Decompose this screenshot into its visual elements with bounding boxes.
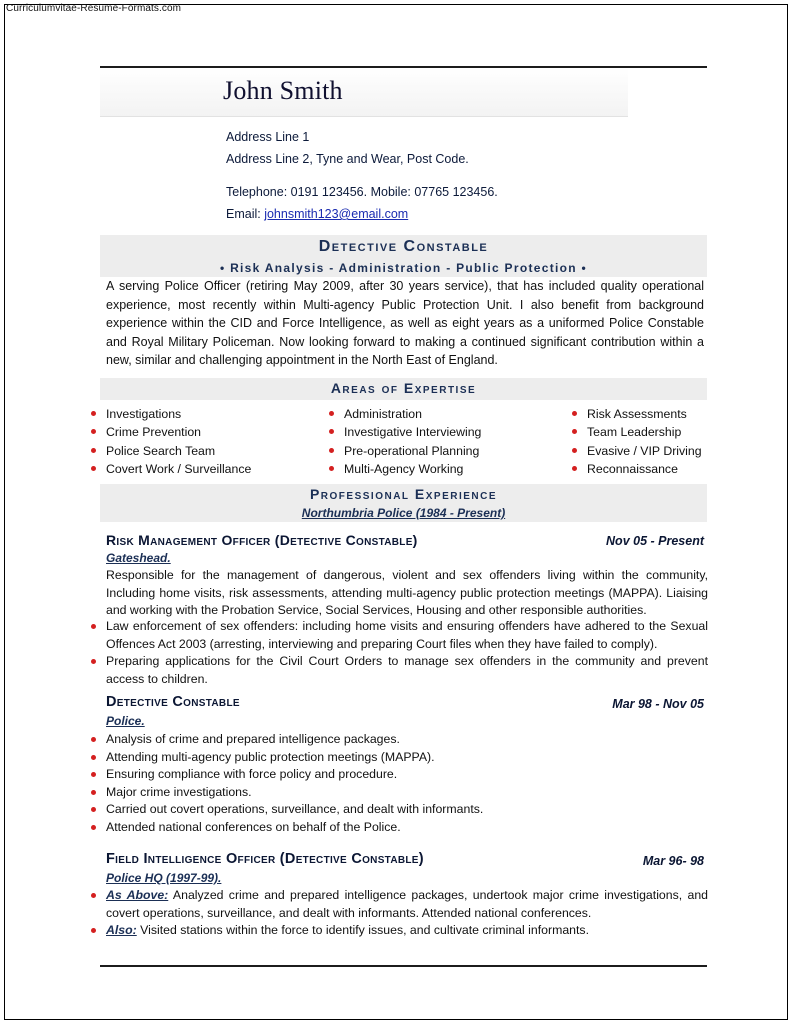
job-location: Police. xyxy=(106,714,145,728)
job-date: Mar 96- 98 xyxy=(642,854,704,868)
expertise-column-2 xyxy=(328,405,481,478)
bullet-text: Visited stations within the force to identify issues, and cultivate criminal informants. xyxy=(136,923,589,937)
job-title: Risk Management Officer (Detective Constable) xyxy=(106,532,418,548)
job-location: Gateshead. xyxy=(106,551,171,565)
bullet-item xyxy=(90,922,708,940)
bullet-item: Preparing applications for the Civil Court Orders to manage sex offenders in the community and prevent access to children. xyxy=(90,653,708,688)
job-bullets xyxy=(90,887,708,940)
job-bullets xyxy=(90,731,708,836)
bullet-item: Law enforcement of sex offenders: including home visits and ensuring offenders have adhered to the Sexual Offences Act 2003 (arresting, interviewing and preparing Court files when they have failed to comply). xyxy=(90,618,708,653)
name-band xyxy=(100,68,628,117)
phone-line: Telephone: 0191 123456. Mobile: 07765 123456. xyxy=(226,185,498,199)
expertise-item: Reconnaissance xyxy=(571,460,702,478)
address-line-1: Address Line 1 xyxy=(226,130,310,144)
expertise-column-1 xyxy=(90,405,251,478)
expertise-item: Administration xyxy=(328,405,481,423)
job-title: Detective Constable xyxy=(106,694,240,710)
profile-summary: A serving Police Officer (retiring May 2009, after 30 years service), that has included quality operational experience, most recently within Multi-agency Public Protection Unit. I also benefit from background experience within the CID and Force Intelligence, as well as eight years as a uniformed Police Constable and Royal Military Policeman. Now looking forward to making a continued significant contribution within a new, similar and challenging appointment in the North East of England. xyxy=(106,279,704,367)
expertise-item: Pre-operational Planning xyxy=(328,442,481,460)
job-description: Responsible for the management of dangerous, violent and sex offenders living within the community, Including home visits, risk assessments, attending multi-agency public protection meetings (MAPPA). Liaising and working with the Probation Service, Social Services, Housing and other responsible authorities. xyxy=(106,568,708,617)
expertise-item: Multi-Agency Working xyxy=(328,460,481,478)
site-watermark: Curriculumvitae-Resume-Formats.com xyxy=(6,3,182,14)
expertise-item: Team Leadership xyxy=(571,423,702,441)
bullet-tag: As Above: xyxy=(106,888,169,902)
email-line xyxy=(226,207,408,221)
candidate-name: John Smith xyxy=(223,76,343,105)
expertise-heading: Areas of Expertise xyxy=(330,380,477,396)
job-title: Field Intelligence Officer (Detective Constable) xyxy=(106,851,424,867)
bullet-text: Analyzed crime and prepared intelligence packages, undertook major crime investigations, and covert operations, surveillance, and dealt with informants. Attended national conferences. xyxy=(106,888,709,920)
headline-tagline: • Risk Analysis - Administration - Public Protection • xyxy=(219,261,588,275)
bullet-item xyxy=(90,887,708,922)
job-bullets xyxy=(90,618,708,688)
job-date: Nov 05 - Present xyxy=(606,534,704,548)
employer-line: Northumbria Police (1984 - Present) xyxy=(301,506,506,520)
expertise-item: Investigative Interviewing xyxy=(328,423,481,441)
expertise-item: Police Search Team xyxy=(90,442,251,460)
email-label: Email: xyxy=(226,207,265,221)
expertise-item: Evasive / VIP Driving xyxy=(571,442,702,460)
bottom-rule xyxy=(100,965,707,967)
bullet-item: Major crime investigations. xyxy=(90,784,708,802)
headline-title: Detective Constable xyxy=(318,238,489,255)
expertise-column-3 xyxy=(571,405,702,478)
expertise-item: Covert Work / Surveillance xyxy=(90,460,251,478)
email-link[interactable]: johnsmith123@email.com xyxy=(264,207,409,221)
expertise-item: Investigations xyxy=(90,405,251,423)
job-location: Police HQ (1997-99). xyxy=(106,871,222,885)
bullet-item: Ensuring compliance with force policy and procedure. xyxy=(90,766,708,784)
bullet-item: Analysis of crime and prepared intelligence packages. xyxy=(90,731,708,749)
bullet-item: Carried out covert operations, surveillance, and dealt with informants. xyxy=(90,801,708,819)
expertise-item: Risk Assessments xyxy=(571,405,702,423)
bullet-item: Attending multi-agency public protection meetings (MAPPA). xyxy=(90,749,708,767)
expertise-item: Crime Prevention xyxy=(90,423,251,441)
bullet-tag: Also: xyxy=(106,923,137,937)
bullet-item: Attended national conferences on behalf of the Police. xyxy=(90,819,708,837)
address-line-2: Address Line 2, Tyne and Wear, Post Code. xyxy=(226,152,469,166)
experience-heading: Professional Experience xyxy=(309,486,498,502)
job-date: Mar 98 - Nov 05 xyxy=(612,697,704,711)
